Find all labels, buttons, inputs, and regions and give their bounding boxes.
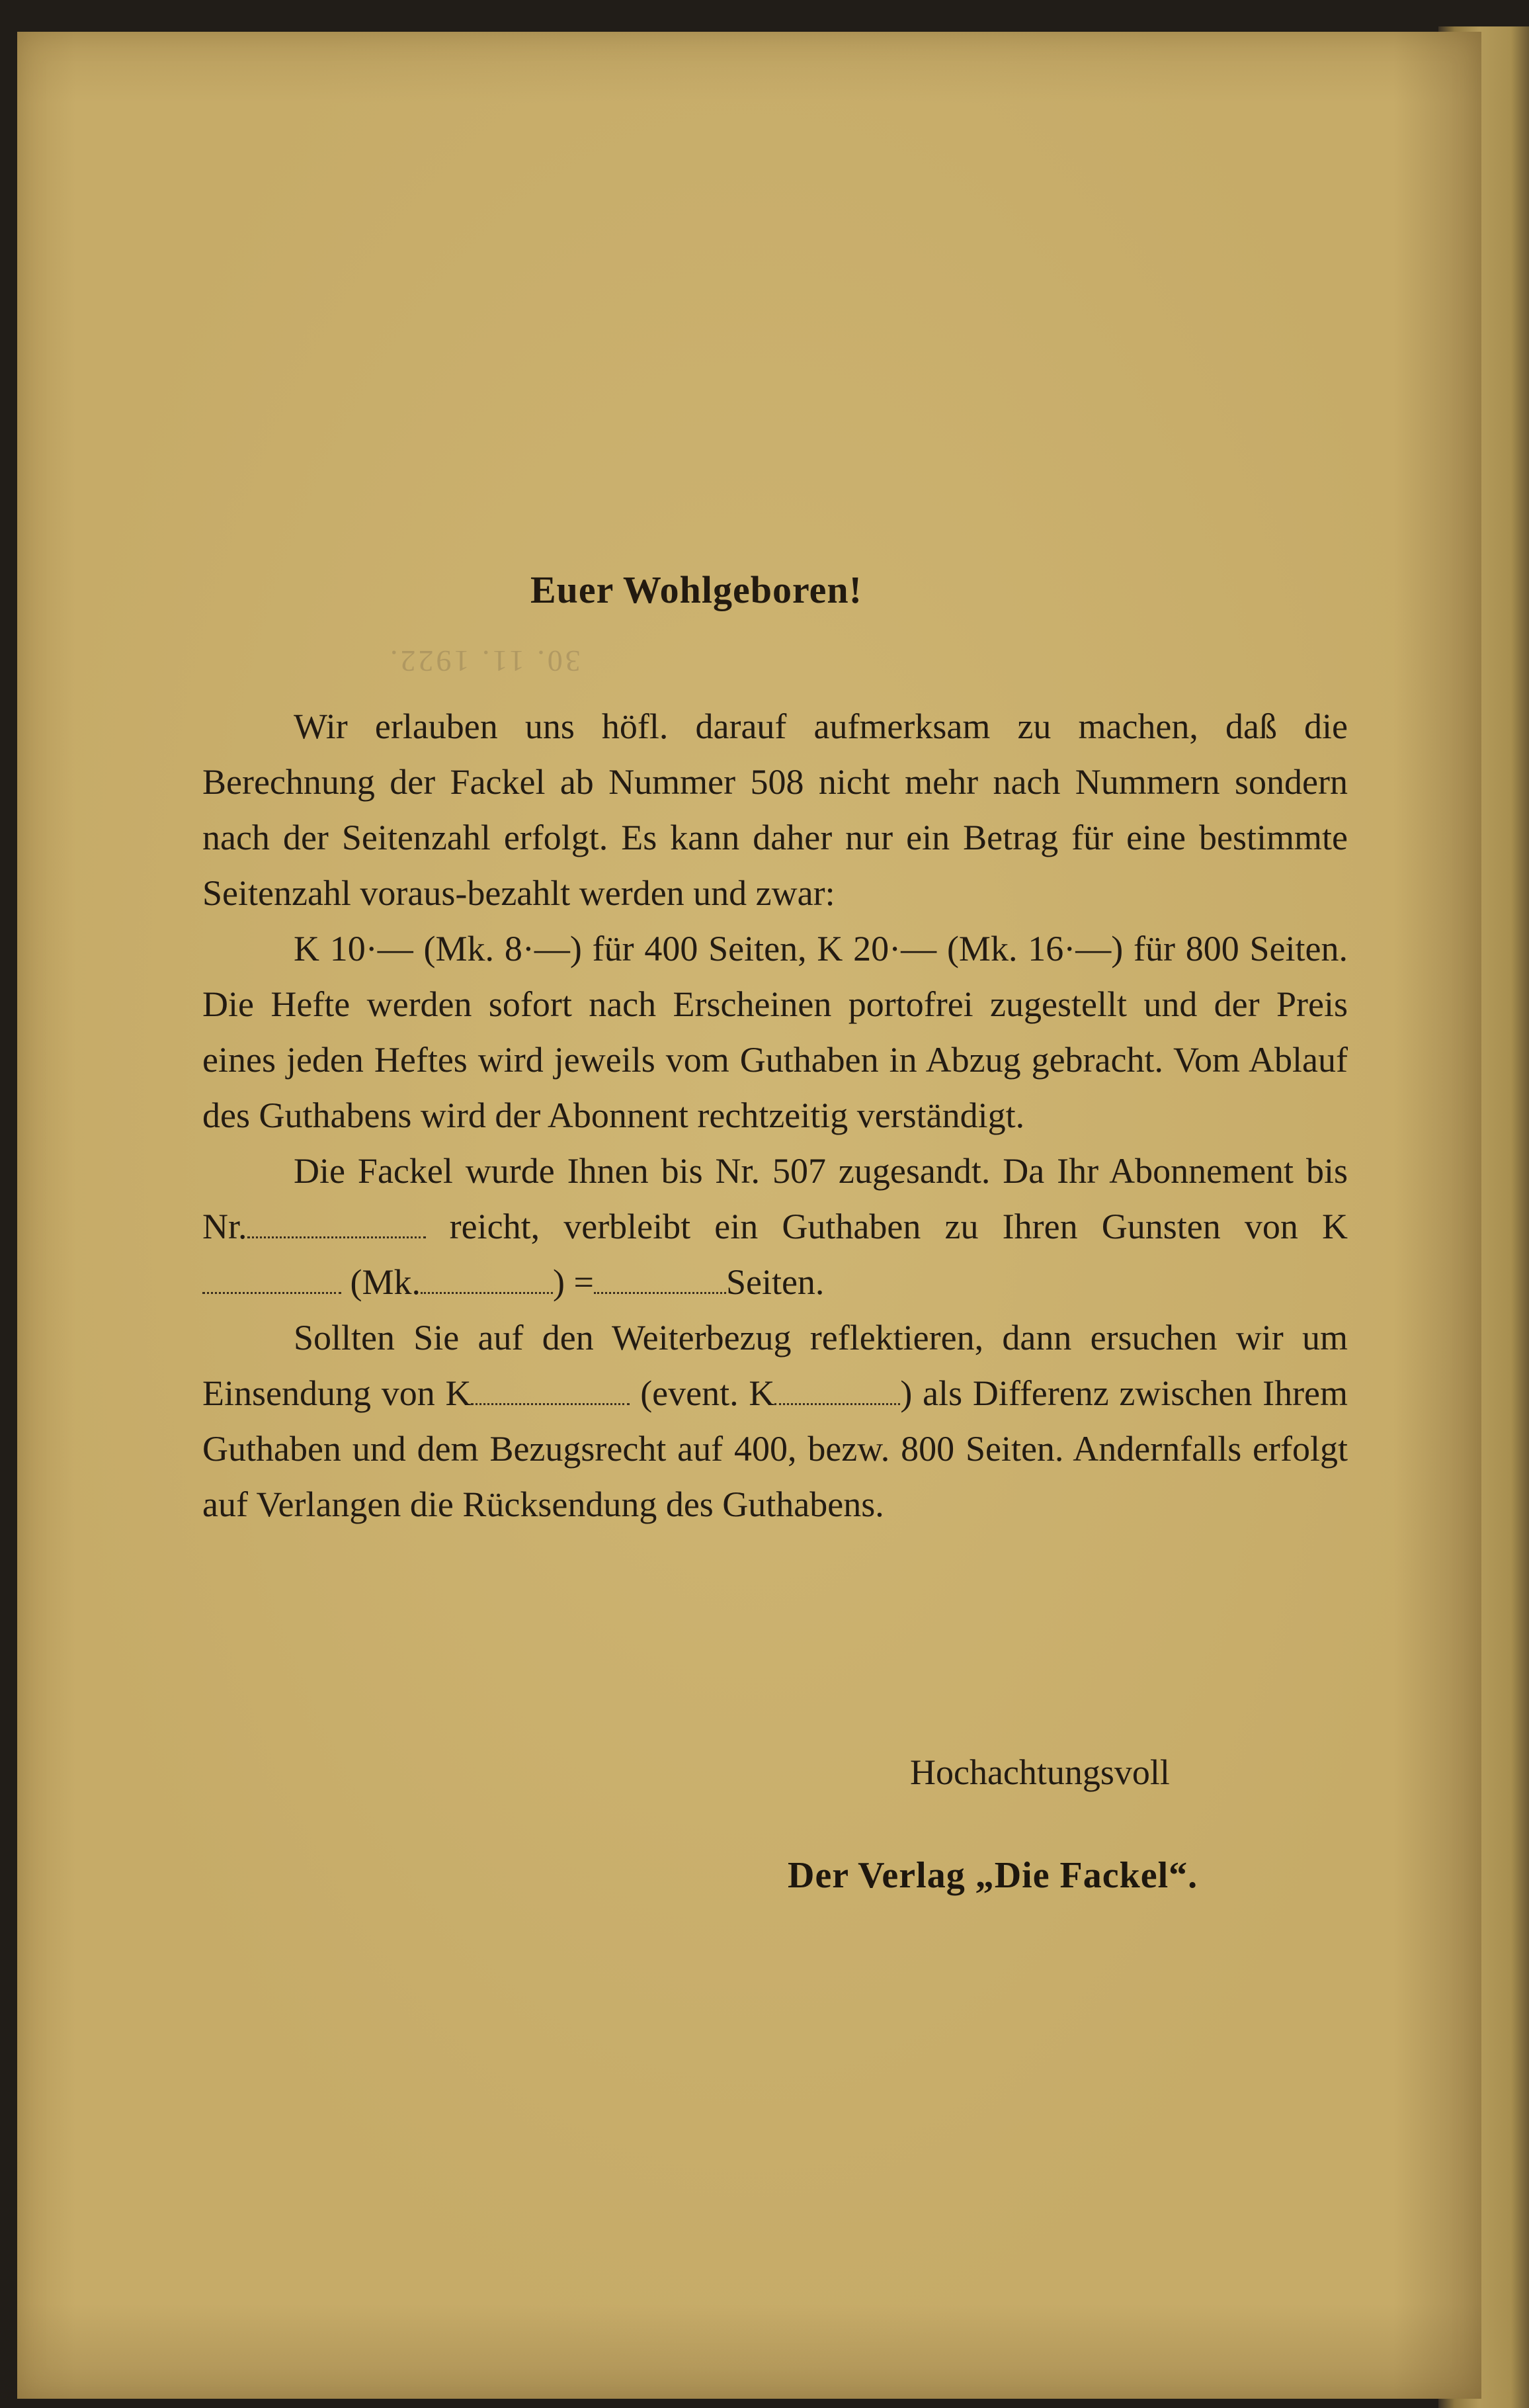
balance-text-5: Seiten. xyxy=(725,1262,825,1302)
paragraph-renewal xyxy=(202,1310,1348,1532)
pages-blank xyxy=(594,1262,726,1294)
salutation: Euer Wohlgeboren! xyxy=(530,568,862,611)
renewal-text-1: Sollten Sie auf den Weiterbezug reflektieren, dann ersuchen wir um Einsendung von K xyxy=(202,1318,1348,1413)
balance-text-1: Die Fackel wurde Ihnen bis Nr. 507 zugesandt. Da Ihr Abonnement bis Nr. xyxy=(202,1151,1348,1246)
paragraph-balance xyxy=(202,1143,1348,1310)
renewal-text-4: als Differenz zwischen Ihrem Guthaben und dem Bezugsrecht auf 400, bezw. 800 Seiten. Andernfalls erfolgt auf Verlangen die Rücksendung des Guthabens. xyxy=(202,1373,1348,1524)
renewal-text-3: ) xyxy=(900,1373,913,1413)
faint-date-stamp: 30. 11. 1922. xyxy=(388,644,581,678)
signature: Der Verlag „Die Fackel“. xyxy=(788,1855,1198,1896)
paragraph-prices: K 10·— (Mk. 8·—) für 400 Seiten, K 20·— (Mk. 16·—) für 800 Seiten. Die Hefte werden sofort nach Erscheinen portofrei zugestellt und der Preis eines jeden Heftes wird jeweils vom Guthaben in Abzug gebracht. Vom Ablauf des Guthabens wird der Abonnent rechtzeitig verständigt. xyxy=(202,929,1348,1135)
balance-text-4: ) = xyxy=(553,1262,594,1302)
balance-text-2: reicht, verbleibt ein Guthaben zu Ihren Gunsten von K xyxy=(449,1207,1348,1246)
letter-body xyxy=(202,699,1348,1532)
balance-text-3: (Mk. xyxy=(350,1262,421,1302)
payment-blank xyxy=(471,1373,630,1405)
paragraph-billing-change: Wir erlauben uns höfl. darauf aufmerksam zu machen, daß die Berechnung der Fackel ab Nummer 508 nicht mehr nach Nummern sondern nach der Seitenzahl erfolgt. Es kann daher nur ein Betrag für eine bestimmte Seitenzahl voraus-bezahlt werden und zwar: xyxy=(202,707,1348,913)
renewal-text-2: (event. K xyxy=(640,1373,775,1413)
letter-page xyxy=(17,32,1481,2399)
kronen-blank xyxy=(202,1262,341,1294)
closing: Hochachtungsvoll xyxy=(910,1752,1170,1792)
mark-blank xyxy=(421,1262,553,1294)
event-payment-blank xyxy=(774,1373,900,1405)
number-blank xyxy=(247,1206,426,1238)
